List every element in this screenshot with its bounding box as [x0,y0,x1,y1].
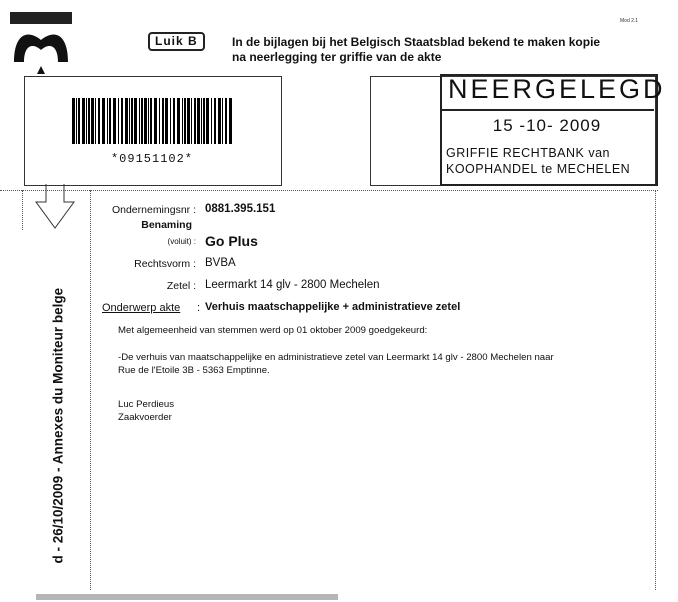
header-line-2: na neerlegging ter griffie van de akte [232,50,442,64]
barcode-bar [91,98,94,144]
barcode-bar [139,98,140,144]
barcode-bar [98,98,100,144]
barcode-bar [121,98,123,144]
barcode-bar [162,98,164,144]
subject-label: Onderwerp akte [102,302,181,314]
company-name-label: Benaming [141,219,192,231]
barcode-bar [150,98,152,144]
stamp-date: 15 -10- 2009 [492,116,602,135]
barcode-bar [88,98,90,144]
barcode-bar [165,98,168,144]
barcode-bar [76,98,77,144]
barcode-bar [187,98,190,144]
barcode-bar [197,98,200,144]
barcode-bar [82,98,85,144]
barcode [72,98,234,144]
barcode-bar [206,98,209,144]
mod-code: Mod 2.1 [620,18,639,24]
barcode-bar [144,98,147,144]
barcode-bar [86,98,87,144]
barcode-bar [78,98,80,144]
barcode-bar [148,98,149,144]
luik-label: Luik B [148,32,205,51]
barcode-bar [154,98,157,144]
barcode-bar [134,98,137,144]
stamp-title: NEERGELEGD [448,74,666,104]
barcode-bar [211,98,212,144]
barcode-bar [113,98,116,144]
barcode-bar [102,98,105,144]
body-paragraph-2-line-1: -De verhuis van maatschappelijke en administratieve zetel van Leermarkt 14 glv - 2800 Mechelen naar [118,352,554,363]
barcode-bar [170,98,171,144]
barcode-bar [194,98,196,144]
barcode-bar [109,98,111,144]
company-number: 0881.395.151 [205,203,276,215]
barcode-bar [225,98,227,144]
barcode-bar [229,98,232,144]
barcode-bar [214,98,216,144]
company-number-label: Ondernemingsnr : [111,204,196,216]
signer-name: Luc Perdieus [118,399,174,410]
stamp-org-line-2: KOOPHANDEL te MECHELEN [446,162,631,176]
barcode-bar [95,98,96,144]
signer-title: Zaakvoerder [118,412,172,423]
side-annex-text: d - 26/10/2009 - Annexes du Moniteur belge [50,287,66,564]
stamp-org-line-1: GRIFFIE RECHTBANK van [446,146,610,160]
barcode-bar [131,98,133,144]
barcode-bar [177,98,180,144]
barcode-bar [203,98,205,144]
barcode-bar [218,98,221,144]
barcode-bar [118,98,119,144]
right-margin-dotted-rule [655,190,656,590]
stamp-divider [440,109,654,111]
barcode-bar [129,98,130,144]
barcode-bar [182,98,183,144]
barcode-bar [191,98,192,144]
seat-address: Leermarkt 14 glv - 2800 Mechelen [205,279,380,291]
legal-form-label: Rechtsvorm : [134,258,196,270]
header-line-1: In de bijlagen bij het Belgisch Staatsblad bekend te maken kopie [232,35,601,49]
barcode-bar [222,98,223,144]
body-paragraph-1: Met algemeenheid van stemmen werd op 01 oktober 2009 goedgekeurd: [118,325,428,336]
barcode-bar [173,98,175,144]
subject-colon: : [197,302,201,314]
barcode-number: *09151102* [110,152,193,166]
seat-label: Zetel : [166,280,196,292]
subject-text: Verhuis maatschappelijke + administratieve zetel [205,301,461,313]
left-margin-dotted-rule [90,190,91,590]
barcode-bar [107,98,108,144]
top-dotted-rule [0,190,658,191]
barcode-bar [141,98,143,144]
left-edge-dotted-rule [22,190,23,230]
bottom-scan-bar [36,594,338,600]
staatsblad-logo [8,10,74,76]
company-name-sub-label: (voluit) : [167,237,196,246]
barcode-bar [125,98,128,144]
barcode-bar [201,98,202,144]
legal-form: BVBA [205,257,236,269]
barcode-bar [184,98,186,144]
barcode-bar [72,98,75,144]
barcode-bar [159,98,160,144]
company-name: Go Plus [205,233,258,249]
body-paragraph-2-line-2: Rue de l'Etoile 3B - 5363 Emptinne. [118,365,270,376]
